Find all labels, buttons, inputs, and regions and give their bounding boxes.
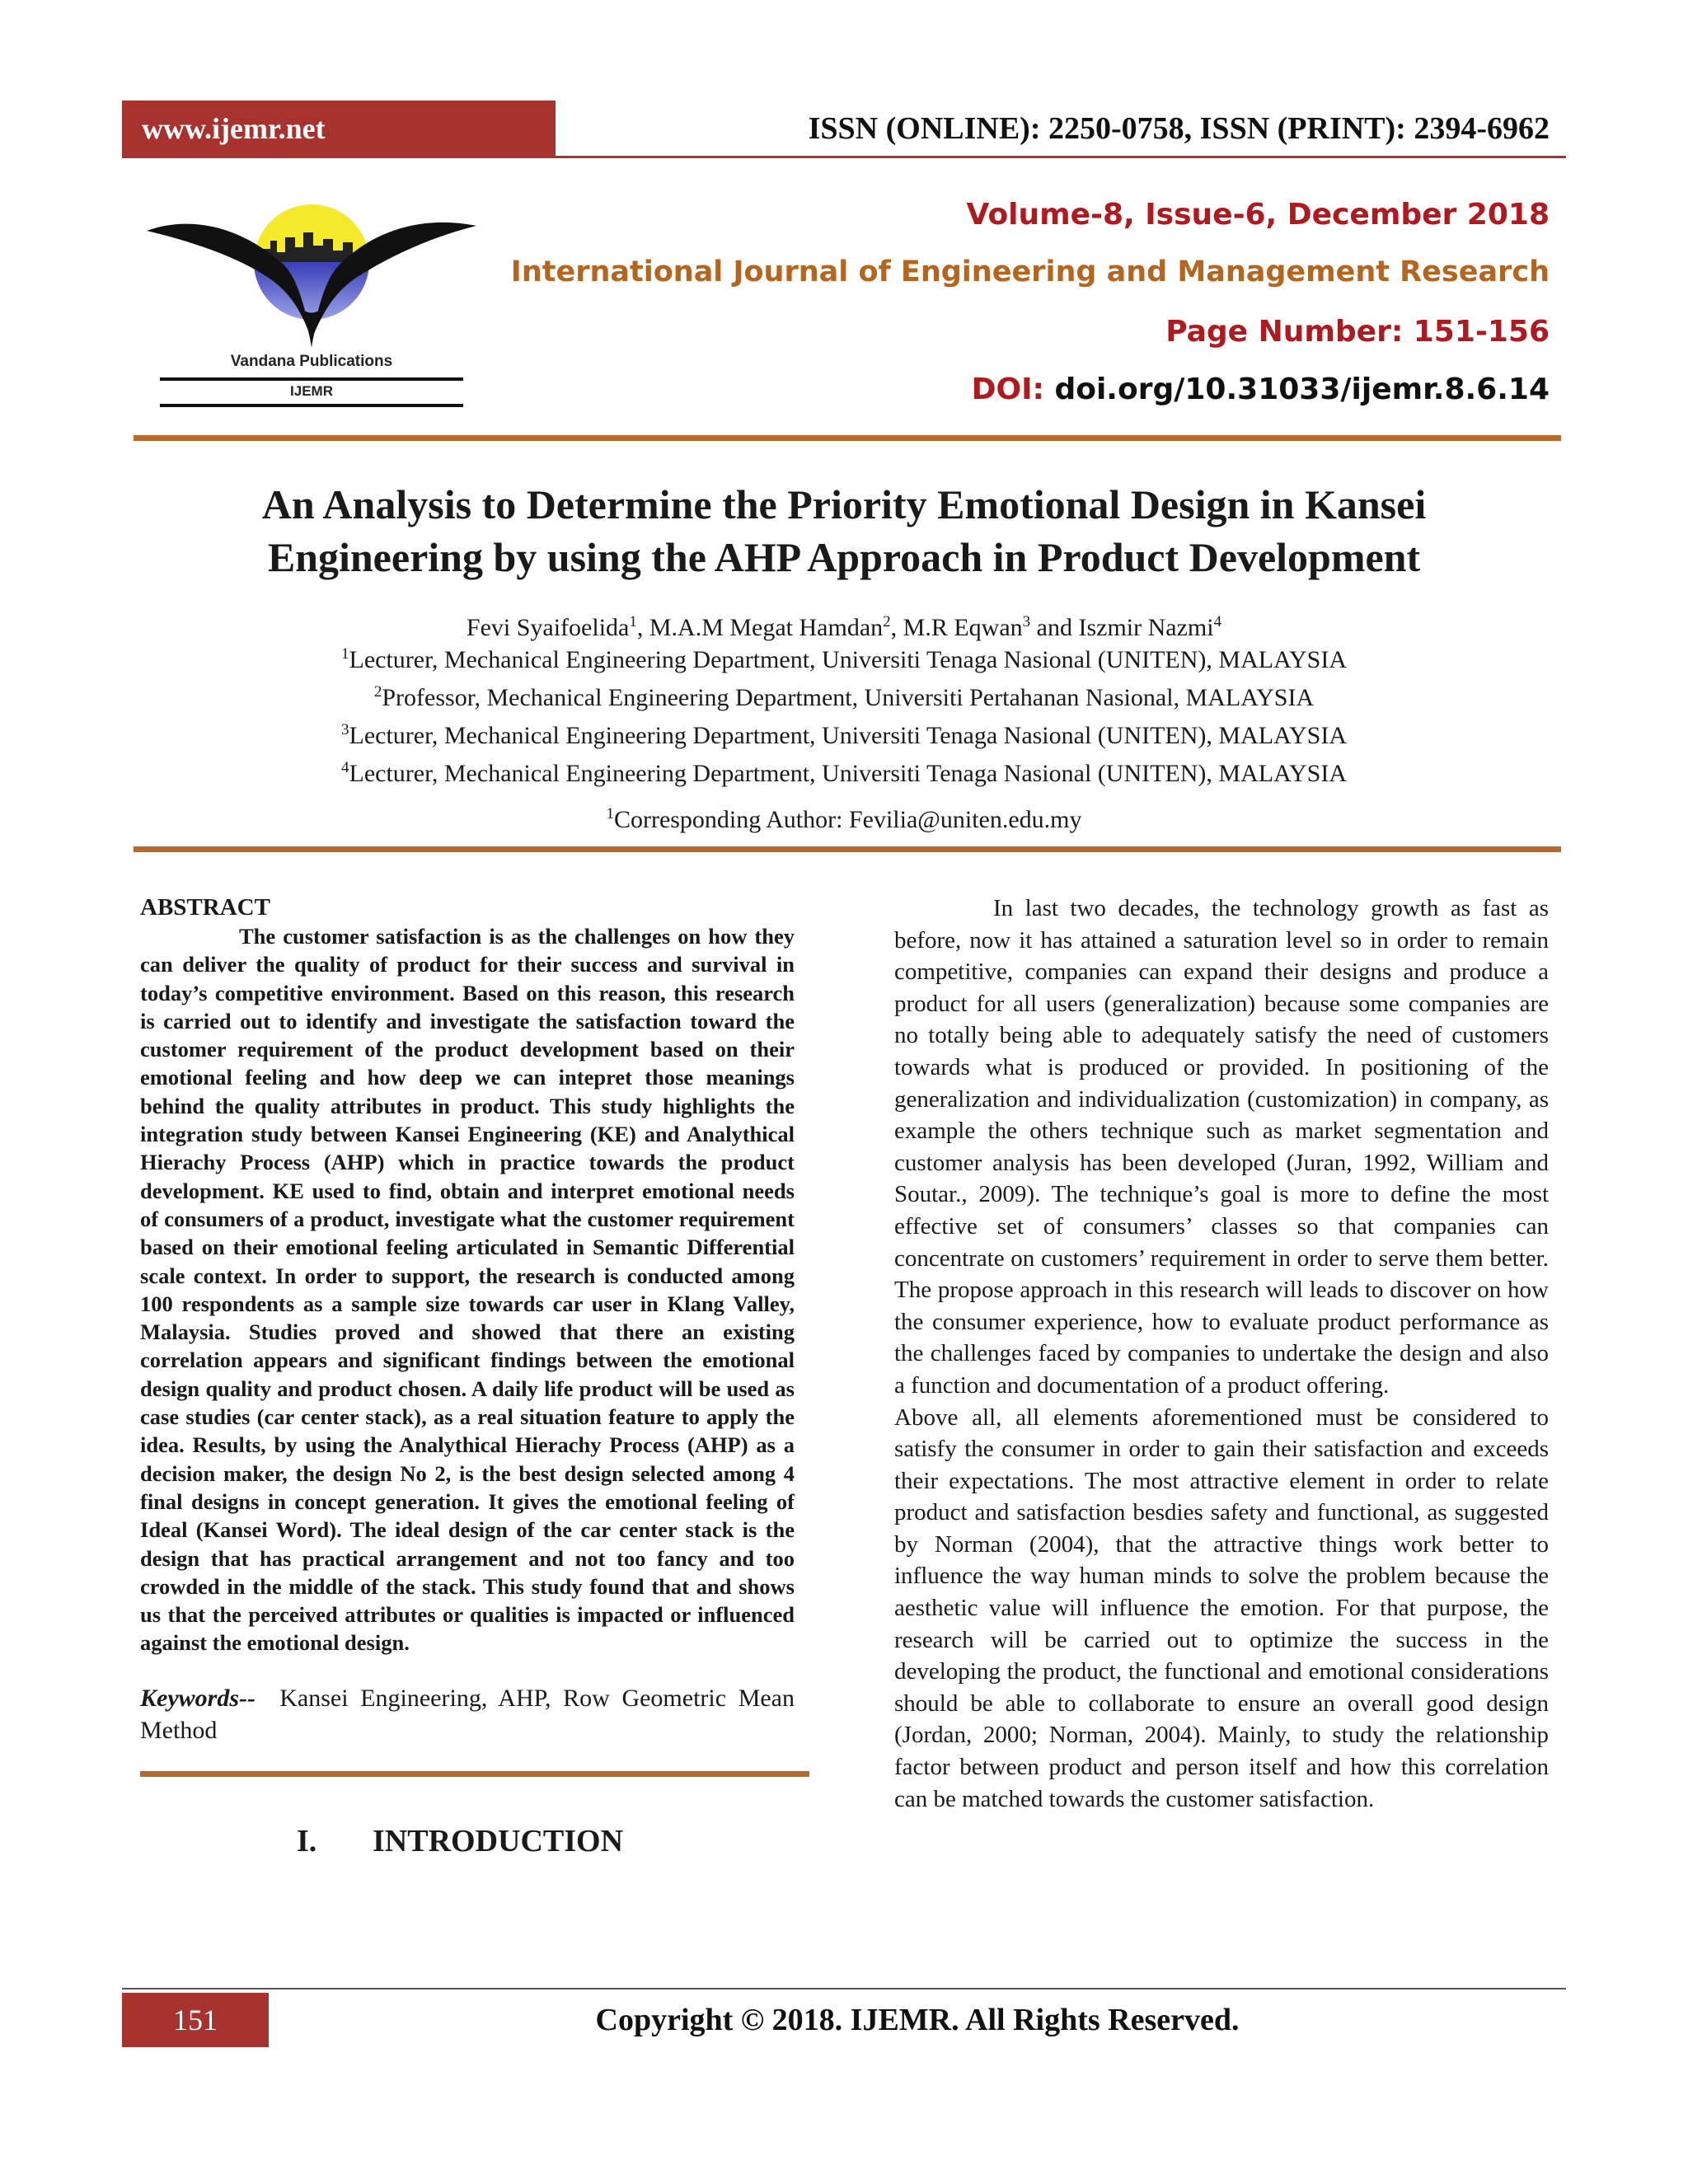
abstract-body: The customer satisfaction is as the challenges on how they can deliver the quality of product for their success and survival in today’s competitive environment. Based on this reason, this research is carried out to identify and investigate the satisfaction toward the customer requirement of the product development based on their emotional feeling and how deep we can intepret those meanings behind the quality attributes in product. This study highlights the integration study between Kansei Engineering (KE) and Analythical Hierachy Process (AHP) which in practice towards the product development. KE used to find, obtain and interpret emotional needs of consumers of a product, investigate what the customer requirement based on their emotional feeling articulated in Semantic Differential scale context. In order to support, the research is conducted among 100 respondents as a sample size towards car user in Klang Valley, Malaysia. Studies proved and showed that there an existing correlation appears and significant findings between the emotional design quality and product chosen. A daily life product will be used as case studies (car center stack), as a real situation feature to apply the idea. Results, by using the Analythical Hierachy Process (AHP) as a decision maker, the design No 2, is the best design selected among 4 final designs in concept generation. It gives the emotional feeling of Ideal (Kansei Word). The ideal design of the car center stack is the design that has practical arrangement and not too fancy and too crowded in the middle of the stack. This study found that and shows us that the perceived attributes or qualities is impacted or influenced against the emotional design. [140,924,795,1656]
intro-paragraph: In last two decades, the technology growth as fast as before, now it has attained a saturation level so in order to remain competitive, companies can expand their designs and produce a product for all users (generalization) because some companies are no totally being able to adequately satisfy the need of customers towards what is produced or provided. In positioning of the generalization and individualization (customization) in company, as example the others technique such as market segmentation and customer analysis has been developed (Juran, 1992, William and Soutar., 2009). The technique’s goal is more to define the most effective set of consumers’ classes so that companies can concentrate on customers’ requirement in order to serve them better. The propose approach in this research will leads to discover on how the consumer experience, how to evaluate product performance as the challenges faced by companies to undertake the design and also a function and documentation of a product offering. [894,895,1549,1399]
left-column [140,893,795,1859]
author-sup: 3 [1022,613,1031,630]
affiliation-sup: 1 [341,645,349,663]
author-separator: , [890,614,903,641]
affiliation-list [165,638,1523,790]
affiliation [165,752,1523,790]
bird-sun-logo-icon [138,183,485,422]
abstract-rule [140,1771,809,1777]
page-number: 151 [122,1993,269,2047]
corresponding-author [165,798,1523,836]
doi-label: DOI: [971,373,1044,406]
author: Fevi Syaifoelida [466,614,630,641]
affiliation-sup: 3 [341,721,349,738]
affiliation [165,714,1523,752]
author: M.A.M Megat Hamdan [649,614,884,641]
journal-name: International Journal of Engineering and Management Research [510,255,1550,288]
corresponding-sup: 1 [606,805,614,823]
affiliation [165,638,1523,676]
title-bottom-rule [134,846,1561,852]
journal-url-banner[interactable]: www.ijemr.net [122,101,556,157]
section-title: INTRODUCTION [373,1823,624,1858]
affiliation-text: Lecturer, Mechanical Engineering Department, Universiti Tenaga Nasional (UNITEN), MALAYSIA [349,646,1347,673]
affiliation-text: Lecturer, Mechanical Engineering Department, Universiti Tenaga Nasional (UNITEN), MALAYSIA [349,722,1347,749]
footer-rule [122,1988,1566,1990]
affiliation [165,676,1523,714]
author-sup: 1 [629,613,637,630]
affiliation-sup: 2 [373,683,382,701]
volume-issue: Volume-8, Issue-6, December 2018 [966,198,1550,232]
author: Iszmir Nazmi [1078,614,1214,641]
doi-link[interactable]: doi.org/10.31033/ijemr.8.6.14 [1054,373,1550,406]
keywords-label: Keywords-- [140,1684,256,1712]
title-top-rule [134,435,1561,441]
author-sup: 2 [883,613,891,630]
keywords-text: Kansei Engineering, AHP, Row Geometric Mean Method [140,1684,795,1744]
publisher-abbr: IJEMR [290,383,333,399]
copyright-notice: Copyright © 2018. IJEMR. All Rights Reserved. [595,2003,1240,2037]
author: M.R Eqwan [903,614,1023,641]
paper-title [165,478,1523,583]
affiliation-text: Lecturer, Mechanical Engineering Department, Universiti Tenaga Nasional (UNITEN), MALAYSIA [349,760,1347,787]
section-heading-introduction [140,1823,795,1859]
issn-header: ISSN (ONLINE): 2250-0758, ISSN (PRINT): 2394-6962 [808,111,1550,146]
intro-paragraph: Above all, all elements aforementioned must be considered to satisfy the consumer in order to gain their satisfaction and exceeds their expectations. The most attractive element in order to relate product and satisfaction besdies safety and functional, as suggested by Norman (2004), that the attractive things work better to influence the way human minds to solve the problem because the aesthetic value will influence the emotion. For that purpose, the research will be carried out to optimize the success in the developing the product, the functional and emotional considerations should be able to collaborate to ensure an overall good design (Jordan, 2000; Norman, 2004). Mainly, to study the relationship factor between product and person itself and how this correlation can be matched towards the customer satisfaction. [894,1404,1549,1812]
corresponding-text[interactable]: Corresponding Author: Fevilia@uniten.edu.my [613,806,1082,833]
header-rule [122,156,1566,158]
page-numbers: Page Number: 151-156 [1165,315,1550,349]
paper-title-line-1: An Analysis to Determine the Priority Emotional Design in Kansei [261,481,1427,527]
publisher-name: Vandana Publications [230,353,393,370]
author-separator: , [636,614,649,641]
author-separator: and [1030,614,1079,641]
section-number: I. [297,1823,317,1858]
keywords [140,1682,795,1746]
affiliation-text: Professor, Mechanical Engineering Department, Universiti Pertahanan Nasional, MALAYSIA [382,684,1315,711]
right-column [894,893,1549,1815]
doi [972,373,1550,406]
affiliation-sup: 4 [341,759,349,776]
abstract-heading: ABSTRACT [140,894,270,921]
paper-title-line-2: Engineering by using the AHP Approach in Product Development [267,534,1421,580]
publisher-logo [138,183,485,422]
author-sup: 4 [1213,613,1222,630]
